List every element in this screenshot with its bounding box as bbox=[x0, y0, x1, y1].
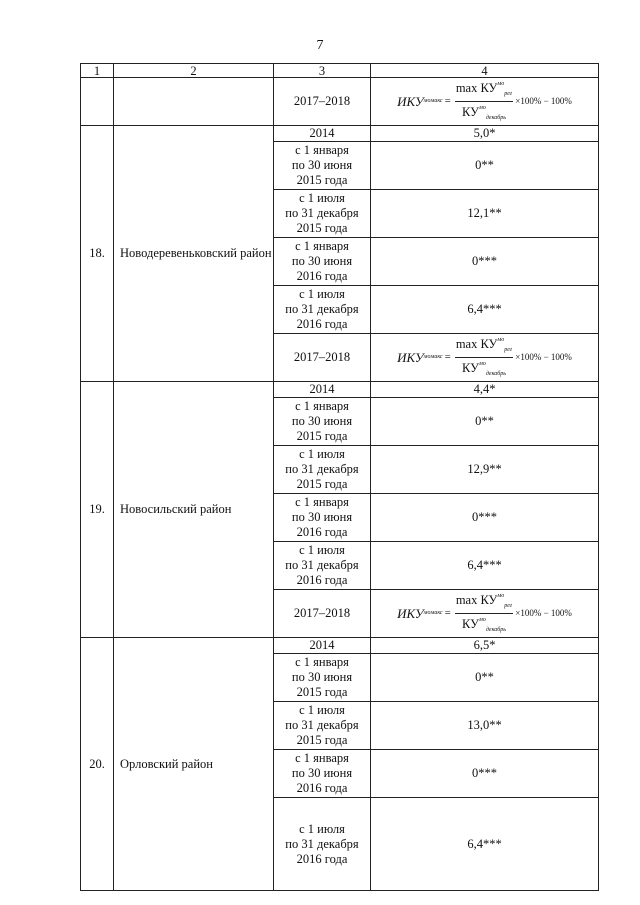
value-cell: 12,9** bbox=[371, 446, 599, 494]
period-line: 2015 года bbox=[296, 733, 348, 747]
period-cell bbox=[274, 750, 371, 798]
period-line: 2014 bbox=[309, 126, 335, 140]
header-cell: 2 bbox=[114, 64, 274, 78]
period-line: 2015 года bbox=[296, 685, 348, 699]
formula-cell bbox=[371, 590, 599, 638]
value-cell: 4,4* bbox=[371, 382, 599, 398]
table-row bbox=[81, 382, 599, 398]
period-cell bbox=[274, 382, 371, 398]
formula-num-sub: рег bbox=[504, 91, 513, 97]
table-row bbox=[81, 638, 599, 654]
district-name-cell: Новодеревеньковский район bbox=[114, 126, 274, 382]
period-line: с 1 июля bbox=[299, 287, 345, 301]
header-cell: 1 bbox=[81, 64, 114, 78]
period-line: по 30 июня bbox=[291, 670, 353, 684]
formula-num-sup: мо bbox=[497, 593, 505, 599]
period-cell bbox=[274, 654, 371, 702]
formula-den-sub: декабрь bbox=[485, 627, 507, 633]
period-line: по 31 декабря bbox=[285, 462, 359, 476]
value-cell: 0*** bbox=[371, 750, 599, 798]
period-line: 2015 года bbox=[296, 173, 348, 187]
header-cell: 3 bbox=[274, 64, 371, 78]
period-line: с 1 января bbox=[295, 143, 349, 157]
value-cell: 5,0* bbox=[371, 126, 599, 142]
formula-lhs-sub: макс bbox=[430, 610, 443, 616]
period-line: по 30 июня bbox=[291, 510, 353, 524]
formula-num-sup: мо bbox=[497, 337, 505, 343]
formula-lhs-sub: макс bbox=[430, 354, 443, 360]
header-cell: 4 bbox=[371, 64, 599, 78]
period-line: с 1 января bbox=[295, 655, 349, 669]
period-cell bbox=[274, 126, 371, 142]
period-line: с 1 января bbox=[295, 239, 349, 253]
formula-den-sup: мо bbox=[478, 617, 486, 623]
formula-numerator: max КУ bbox=[455, 593, 498, 607]
period-line: 2016 года bbox=[296, 269, 348, 283]
formula-denominator: КУ bbox=[462, 617, 479, 631]
table-row bbox=[81, 126, 599, 142]
period-cell bbox=[274, 190, 371, 238]
formula-tail: ×100% − 100% bbox=[515, 608, 572, 618]
row-number-cell: 20. bbox=[81, 638, 114, 891]
period-cell bbox=[274, 638, 371, 654]
period-line: 2017–2018 bbox=[293, 350, 351, 364]
formula-num-sub: рег bbox=[504, 347, 513, 353]
period-line: с 1 января bbox=[295, 495, 349, 509]
period-line: с 1 июля bbox=[299, 447, 345, 461]
period-line: по 30 июня bbox=[291, 766, 353, 780]
formula-cell bbox=[371, 78, 599, 126]
period-cell bbox=[274, 446, 371, 494]
header-row bbox=[81, 64, 599, 78]
period-cell bbox=[274, 398, 371, 446]
formula-num-sup: мо bbox=[497, 81, 505, 87]
period-cell bbox=[274, 286, 371, 334]
period-line: с 1 января bbox=[295, 399, 349, 413]
value-cell: 6,5* bbox=[371, 638, 599, 654]
formula-num-sub: рег bbox=[504, 603, 513, 609]
formula-lhs: ИКУ bbox=[397, 94, 424, 109]
period-line: с 1 января bbox=[295, 751, 349, 765]
period-line: по 31 декабря bbox=[285, 206, 359, 220]
period-cell bbox=[274, 542, 371, 590]
page-number: 7 bbox=[316, 38, 324, 53]
formula-eq: = bbox=[444, 351, 451, 363]
formula-den-sup: мо bbox=[478, 105, 486, 111]
period-line: 2015 года bbox=[296, 429, 348, 443]
formula-lhs: ИКУ bbox=[397, 350, 424, 365]
formula-cell bbox=[371, 334, 599, 382]
period-line: 2016 года bbox=[296, 851, 348, 866]
period-line: по 30 июня bbox=[291, 158, 353, 172]
period-line: 2014 bbox=[309, 382, 335, 396]
district-name-cell bbox=[114, 78, 274, 126]
district-name-cell: Новосильский район bbox=[114, 382, 274, 638]
formula-lhs-sup: мо bbox=[423, 98, 431, 104]
period-line: 2016 года bbox=[296, 781, 348, 795]
value-cell: 6,4*** bbox=[371, 798, 599, 891]
formula-denominator: КУ bbox=[462, 105, 479, 119]
formula-numerator: max КУ bbox=[455, 81, 498, 95]
period-line: с 1 июля bbox=[299, 543, 345, 557]
period-cell bbox=[274, 494, 371, 542]
period-line: с 1 июля bbox=[299, 191, 345, 205]
value-cell: 0** bbox=[371, 654, 599, 702]
period-line: 2015 года bbox=[296, 221, 348, 235]
value-cell: 0*** bbox=[371, 494, 599, 542]
row-number-cell: 19. bbox=[81, 382, 114, 638]
value-cell: 6,4*** bbox=[371, 542, 599, 590]
district-table bbox=[80, 63, 599, 891]
formula-lhs-sup: мо bbox=[423, 610, 431, 616]
period-line: по 31 декабря bbox=[285, 718, 359, 732]
period-line: по 30 июня bbox=[291, 254, 353, 268]
value-cell: 0** bbox=[371, 142, 599, 190]
iku-formula bbox=[397, 334, 572, 381]
formula-numerator: max КУ bbox=[455, 337, 498, 351]
period-cell: 2017–2018 bbox=[274, 78, 371, 126]
period-line: 2016 года bbox=[296, 525, 348, 539]
value-cell: 0*** bbox=[371, 238, 599, 286]
formula-tail: ×100% − 100% bbox=[515, 352, 572, 362]
value-cell: 6,4*** bbox=[371, 286, 599, 334]
formula-denominator: КУ bbox=[462, 361, 479, 375]
district-name-cell: Орловский район bbox=[114, 638, 274, 891]
formula-lhs-sub: макс bbox=[430, 98, 443, 104]
period-line: с 1 июля bbox=[299, 821, 345, 836]
period-cell bbox=[274, 334, 371, 382]
formula-den-sup: мо bbox=[478, 361, 486, 367]
period-cell bbox=[274, 590, 371, 638]
period-line: по 31 декабря bbox=[285, 558, 359, 572]
formula-lhs-sup: мо bbox=[423, 354, 431, 360]
period-line: 2016 года bbox=[296, 573, 348, 587]
formula-den-sub: декабрь bbox=[485, 115, 507, 121]
continuation-row bbox=[81, 78, 599, 126]
row-number-cell: 18. bbox=[81, 126, 114, 382]
formula-tail: ×100% − 100% bbox=[515, 96, 572, 106]
period-line: 2017–2018 bbox=[293, 606, 351, 620]
formula-lhs: ИКУ bbox=[397, 606, 424, 621]
formula-eq: = bbox=[444, 95, 451, 107]
value-cell: 12,1** bbox=[371, 190, 599, 238]
formula-den-sub: декабрь bbox=[485, 371, 507, 377]
period-cell bbox=[274, 798, 371, 891]
period-cell bbox=[274, 142, 371, 190]
period-line: 2014 bbox=[309, 638, 335, 652]
row-number-cell bbox=[81, 78, 114, 126]
period-cell bbox=[274, 238, 371, 286]
period-line: по 30 июня bbox=[291, 414, 353, 428]
period-line: 2015 года bbox=[296, 477, 348, 491]
period-line: 2016 года bbox=[296, 317, 348, 331]
period-line: по 31 декабря bbox=[285, 302, 359, 316]
value-cell: 13,0** bbox=[371, 702, 599, 750]
formula-eq: = bbox=[444, 607, 451, 619]
period-line: по 31 декабря bbox=[285, 836, 359, 851]
iku-formula bbox=[397, 78, 572, 125]
period-cell bbox=[274, 702, 371, 750]
iku-formula bbox=[397, 590, 572, 637]
value-cell: 0** bbox=[371, 398, 599, 446]
period-line: с 1 июля bbox=[299, 703, 345, 717]
